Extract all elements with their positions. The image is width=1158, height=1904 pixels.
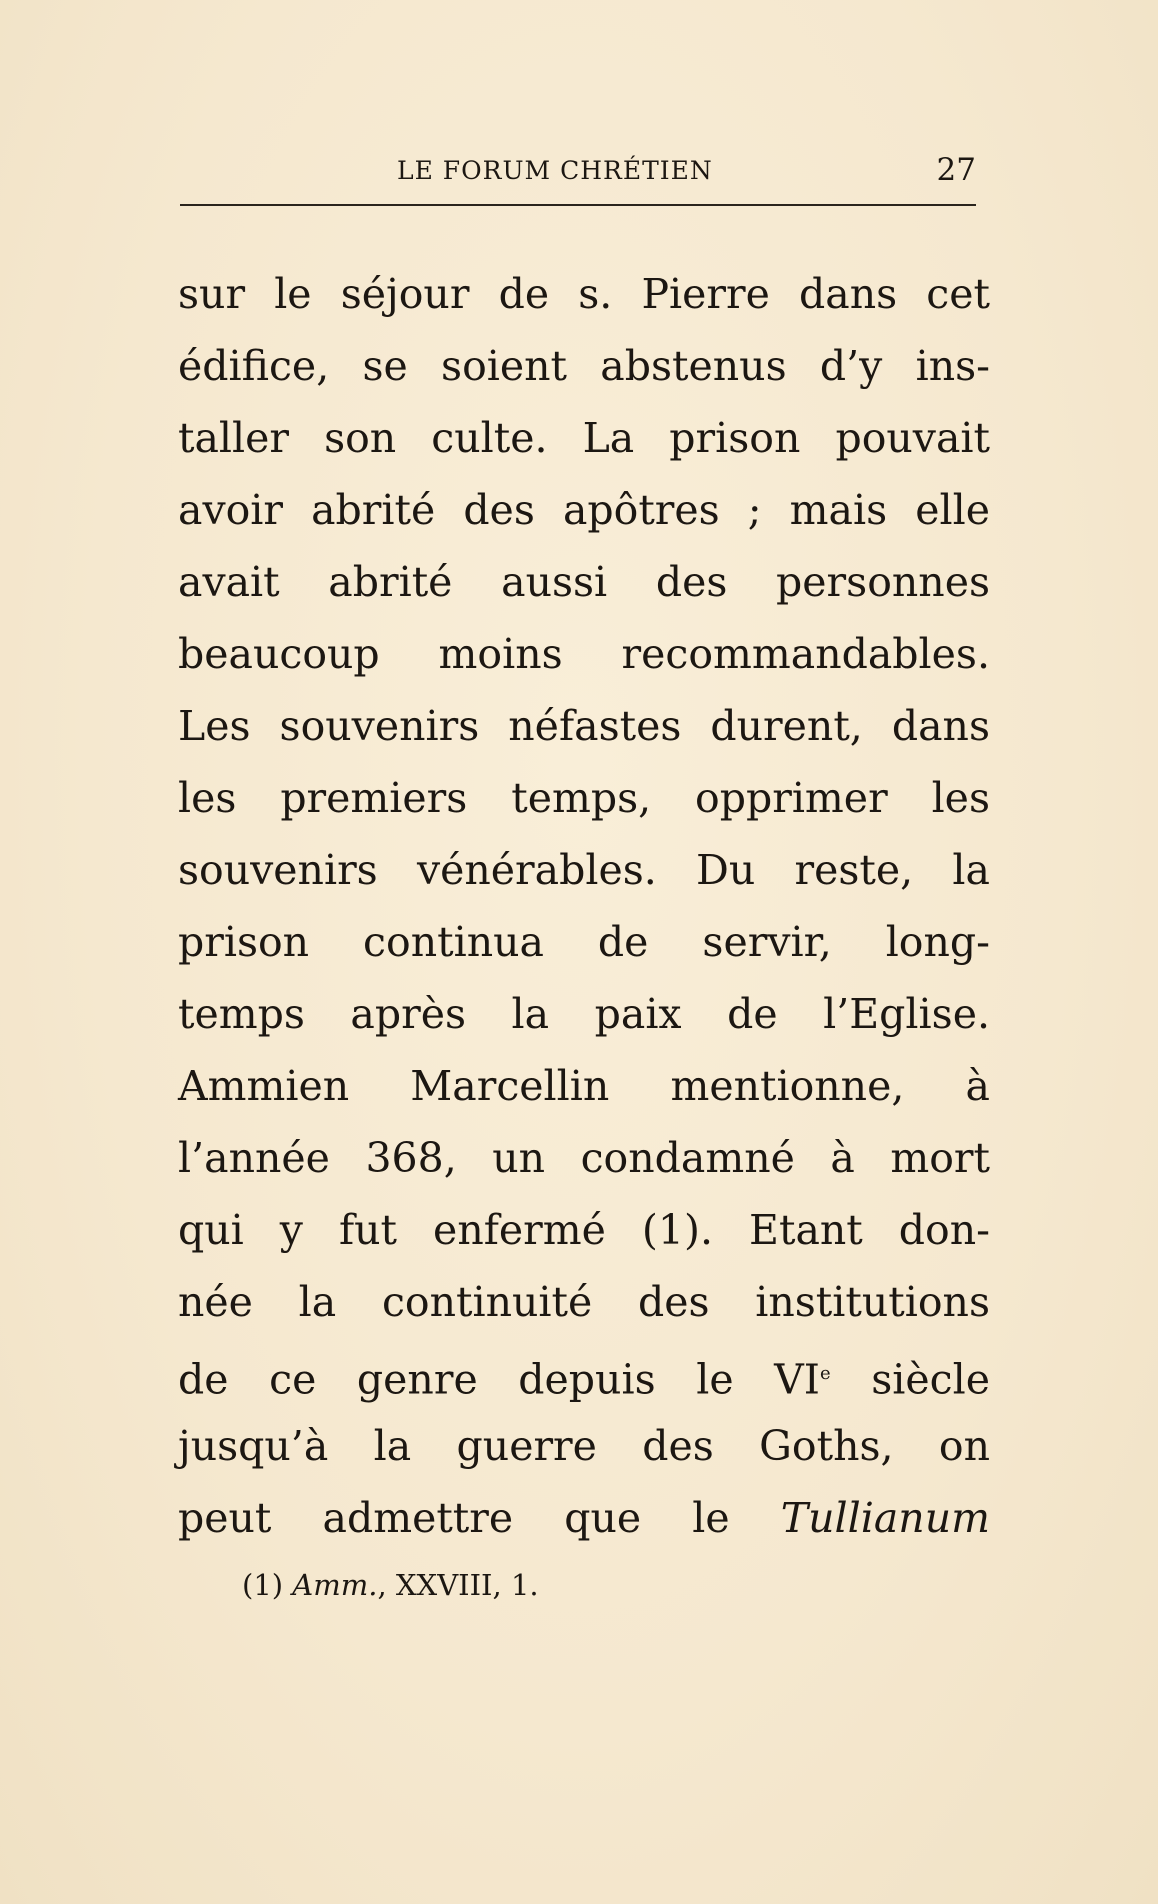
- italic-word: Tullianum: [780, 1494, 990, 1542]
- footnote-source: Amm.: [292, 1568, 378, 1602]
- text-line: les premiers temps, opprimer les: [178, 774, 990, 822]
- text-line-with-italic: [178, 1482, 990, 1554]
- text-line: avoir abrité des apôtres ; mais elle: [178, 486, 990, 534]
- text-line: l’année 368, un condamné à mort: [178, 1134, 990, 1182]
- text-line: taller son culte. La prison pouvait: [178, 414, 990, 462]
- text-line: beaucoup moins recommandables.: [178, 630, 990, 678]
- footnote: [242, 1568, 539, 1602]
- text-line: édifice, se soient abstenus d’y ins-: [178, 342, 990, 390]
- running-title: LE FORUM CHRÉTIEN: [397, 156, 713, 185]
- text-line: qui y fut enfermé (1). Etant don-: [178, 1206, 990, 1254]
- text-line: souvenirs vénérables. Du reste, la: [178, 846, 990, 894]
- text-line: temps après la paix de l’Eglise.: [178, 990, 990, 1038]
- text-line: sur le séjour de s. Pierre dans cet: [178, 270, 990, 318]
- line-text: siècle: [830, 1355, 990, 1404]
- page-number: 27: [936, 152, 976, 188]
- text-line: jusqu’à la guerre des Goths, on: [178, 1422, 990, 1470]
- running-head: [180, 150, 976, 190]
- header-rule: [180, 204, 976, 206]
- text-line: Ammien Marcellin mentionne, à: [178, 1062, 990, 1110]
- text-line: prison continua de servir, long-: [178, 918, 990, 966]
- text-line: Les souvenirs néfastes durent, dans: [178, 702, 990, 750]
- text-line: née la continuité des institutions: [178, 1278, 990, 1326]
- footnote-reference: , XXVIII, 1.: [377, 1568, 539, 1602]
- line-text: peut admettre que le: [178, 1494, 781, 1542]
- line-text: de ce genre depuis le VI: [178, 1355, 820, 1404]
- body-text: [178, 258, 990, 1554]
- footnote-marker: (1): [242, 1568, 293, 1602]
- text-line-with-superscript: [178, 1338, 990, 1410]
- superscript: e: [819, 1363, 831, 1384]
- text-line: avait abrité aussi des personnes: [178, 558, 990, 606]
